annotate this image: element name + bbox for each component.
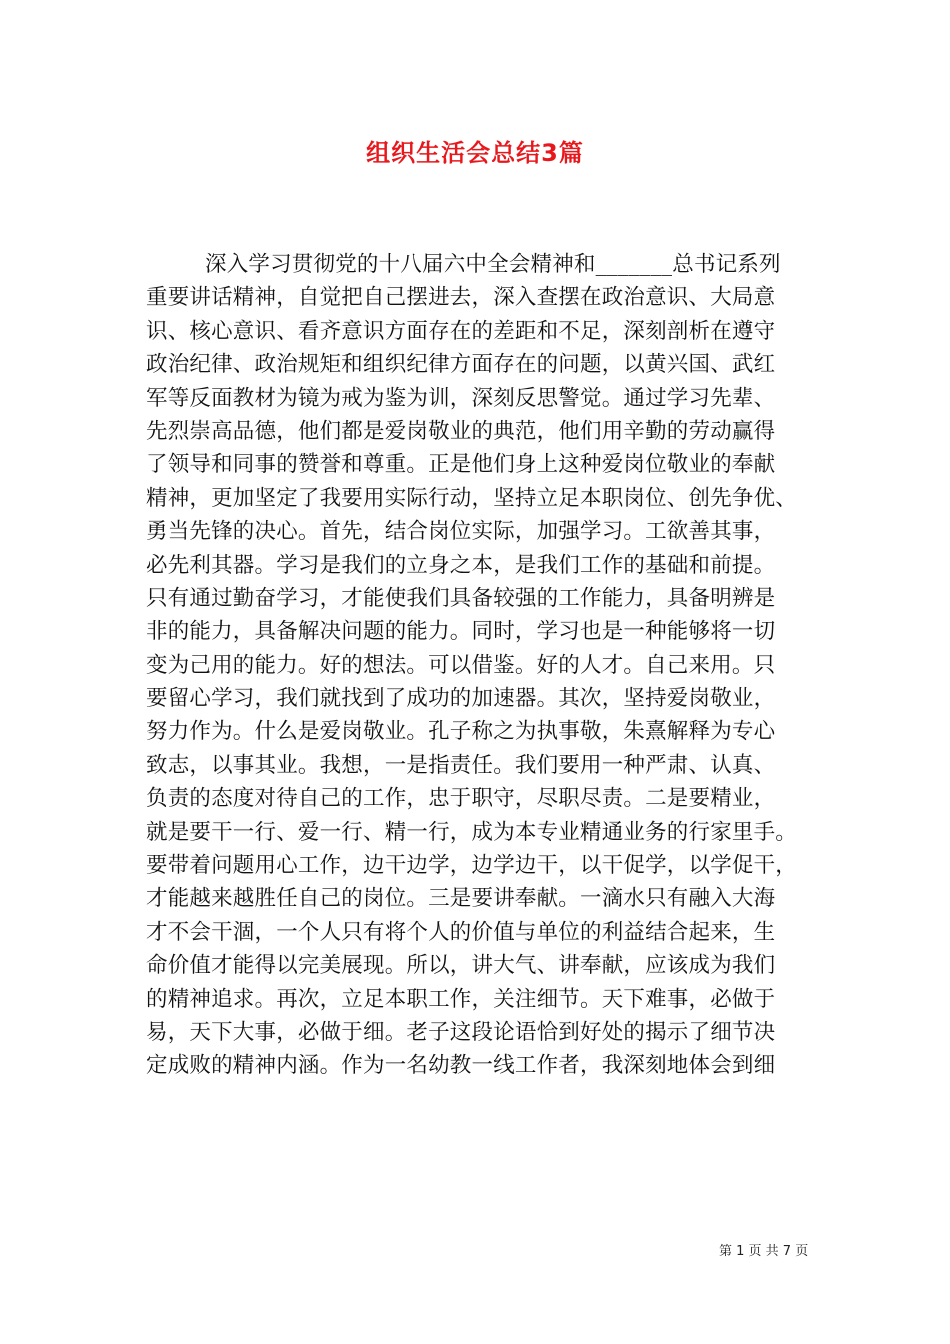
body-line: 才能越来越胜任自己的岗位。三是要讲奉献。一滴水只有融入大海 xyxy=(146,886,776,912)
body-line: 非的能力，具备解决问题的能力。同时，学习也是一种能够将一切 xyxy=(146,619,776,645)
page-indicator: 第 1 页 共 7 页 xyxy=(719,1244,809,1259)
body-line: 努力作为。什么是爱岗敬业。孔子称之为执事敬，朱熹解释为专心 xyxy=(146,719,776,745)
body-line: 致志，以事其业。我想，一是指责任。我们要用一种严肃、认真、 xyxy=(146,752,776,778)
body-line: 深入学习贯彻党的十八届六中全会精神和_______总书记系列 xyxy=(205,252,781,277)
body-line: 军等反面教材为镜为戒为鉴为训，深刻反思警觉。通过学习先辈、 xyxy=(146,385,776,411)
body-line: 只有通过勤奋学习，才能使我们具备较强的工作能力，具备明辨是 xyxy=(146,585,776,611)
body-line: 重要讲话精神，自觉把自己摆进去，深入查摆在政治意识、大局意 xyxy=(146,285,776,311)
body-line: 命价值才能得以完美展现。所以，讲大气、讲奉献，应该成为我们 xyxy=(146,953,776,979)
document-title: 组织生活会总结3篇 xyxy=(366,139,584,167)
body-line: 了领导和同事的赞誉和尊重。正是他们身上这种爱岗位敬业的奉献 xyxy=(146,452,776,478)
body-line: 要留心学习，我们就找到了成功的加速器。其次，坚持爱岗敬业， xyxy=(146,686,776,712)
body-line: 要带着问题用心工作，边干边学，边学边干，以干促学，以学促干， xyxy=(146,853,798,879)
body-line: 必先利其器。学习是我们的立身之本，是我们工作的基础和前提。 xyxy=(146,552,776,578)
document-body xyxy=(146,248,810,1083)
body-line: 先烈崇高品德，他们都是爱岗敬业的典范，他们用辛勤的劳动赢得 xyxy=(146,418,776,444)
body-line: 精神，更加坚定了我要用实际行动，坚持立足本职岗位、创先争优、 xyxy=(146,485,798,511)
body-line: 识、核心意识、看齐意识方面存在的差距和不足，深刻剖析在遵守 xyxy=(146,318,776,344)
body-line: 的精神追求。再次，立足本职工作，关注细节。天下难事，必做于 xyxy=(146,986,776,1012)
body-line: 就是要干一行、爱一行、精一行，成为本专业精通业务的行家里手。 xyxy=(146,819,798,845)
body-line: 政治纪律、政治规矩和组织纪律方面存在的问题，以黄兴国、武红 xyxy=(146,352,776,378)
body-line: 负责的态度对待自己的工作，忠于职守，尽职尽责。二是要精业， xyxy=(146,786,776,812)
body-line: 易，天下大事，必做于细。老子这段论语恰到好处的揭示了细节决 xyxy=(146,1019,776,1045)
body-line: 勇当先锋的决心。首先，结合岗位实际，加强学习。工欲善其事， xyxy=(146,519,776,545)
body-line: 定成败的精神内涵。作为一名幼教一线工作者，我深刻地体会到细 xyxy=(146,1053,776,1079)
body-line: 才不会干涸，一个人只有将个人的价值与单位的利益结合起来，生 xyxy=(146,919,776,945)
body-line: 变为己用的能力。好的想法。可以借鉴。好的人才。自己来用。只 xyxy=(146,652,776,678)
